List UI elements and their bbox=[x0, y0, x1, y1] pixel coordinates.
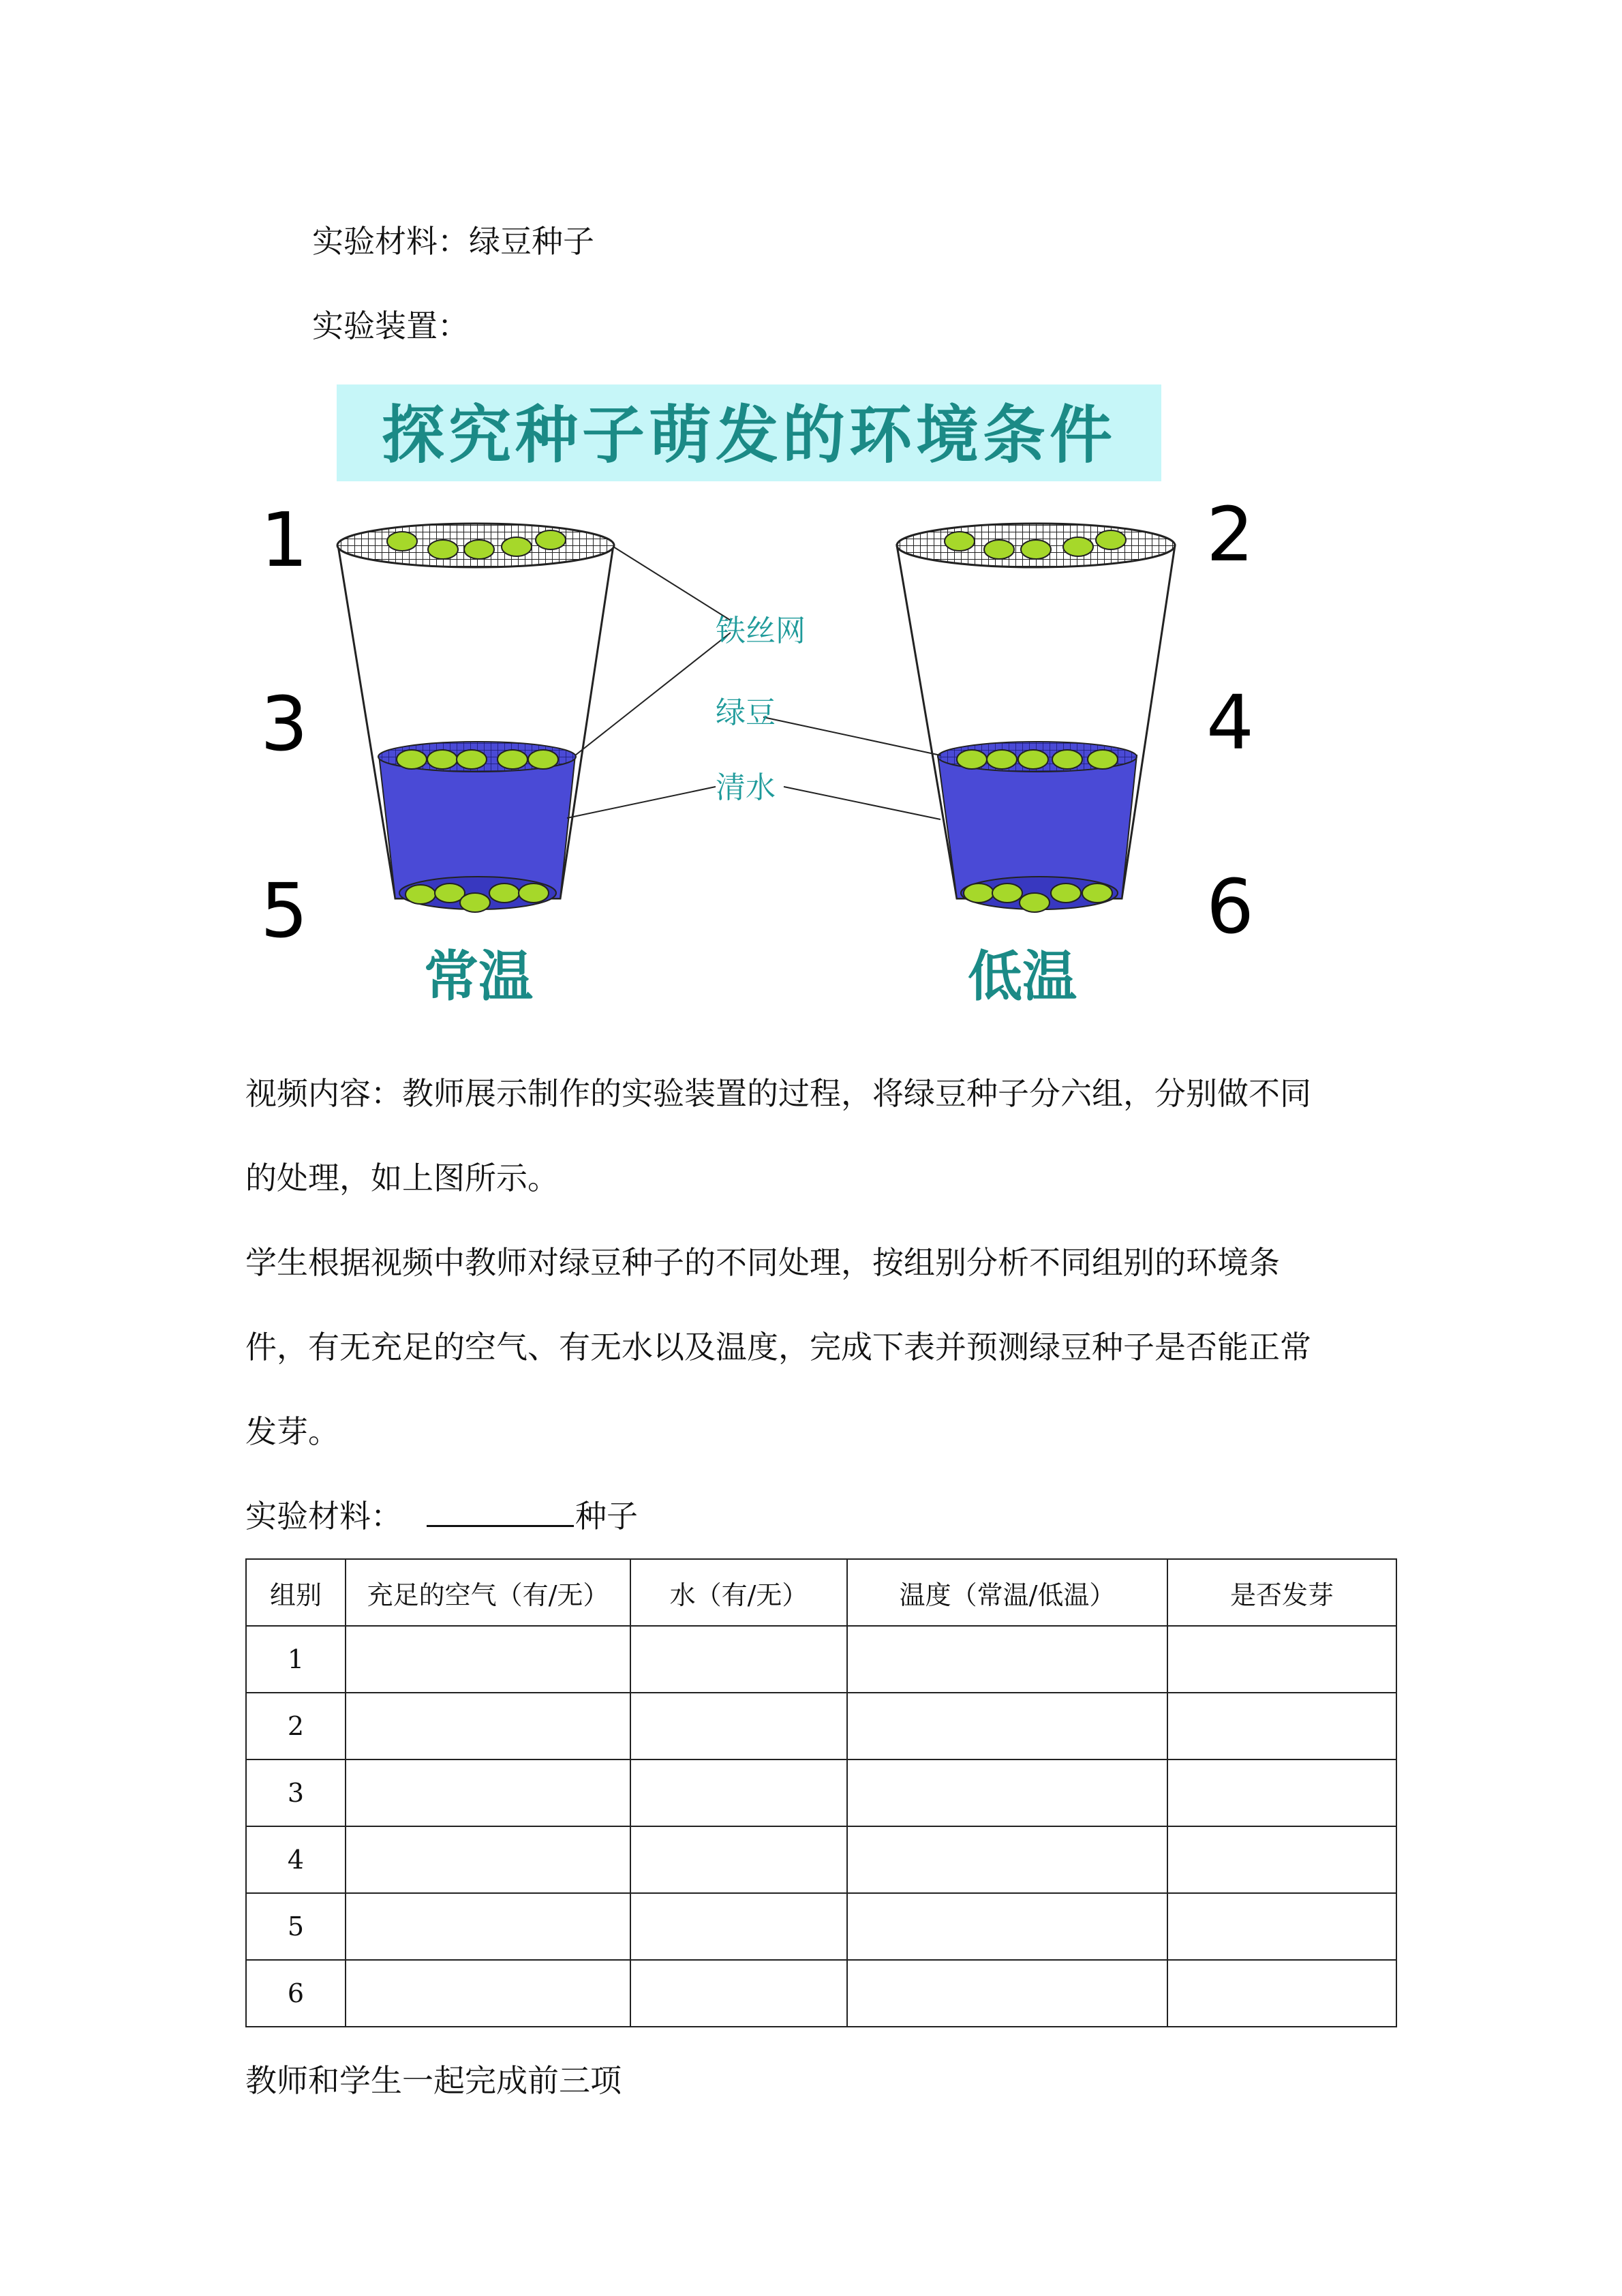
cell-water[interactable] bbox=[630, 1826, 847, 1893]
results-table bbox=[245, 1558, 1397, 2027]
cup-room-temperature bbox=[337, 524, 614, 912]
cup-number-4: 4 bbox=[1206, 679, 1254, 766]
cup-low-temperature bbox=[897, 524, 1175, 912]
row-group-number: 3 bbox=[246, 1759, 346, 1826]
cell-air[interactable] bbox=[346, 1759, 630, 1826]
header-temperature: 温度（常温/低温） bbox=[847, 1559, 1167, 1626]
materials-fill-line bbox=[245, 1492, 638, 1537]
task-line-3: 发芽。 bbox=[245, 1413, 339, 1450]
cell-air[interactable] bbox=[346, 1826, 630, 1893]
header-group: 组别 bbox=[246, 1559, 346, 1626]
table-row bbox=[246, 1960, 1396, 2027]
materials-blank[interactable] bbox=[427, 1498, 574, 1527]
cup-number-2: 2 bbox=[1206, 491, 1254, 578]
row-group-number: 4 bbox=[246, 1826, 346, 1893]
cup-number-1: 1 bbox=[260, 496, 308, 584]
cell-germination[interactable] bbox=[1167, 1826, 1396, 1893]
row-group-number: 5 bbox=[246, 1893, 346, 1960]
cell-germination[interactable] bbox=[1167, 1693, 1396, 1759]
table-row bbox=[246, 1759, 1396, 1826]
task-line-1: 学生根据视频中教师对绿豆种子的不同处理，按组别分析不同组别的环境条 bbox=[245, 1244, 1280, 1281]
apparatus-line: 实验装置： bbox=[312, 307, 469, 344]
cell-air[interactable] bbox=[346, 1693, 630, 1759]
cell-water[interactable] bbox=[630, 1960, 847, 2027]
materials-fill-suffix: 种子 bbox=[575, 1498, 638, 1535]
cell-temperature[interactable] bbox=[847, 1759, 1167, 1826]
task-line-2: 件，有无充足的空气、有无水以及温度，完成下表并预测绿豆种子是否能正常 bbox=[245, 1329, 1311, 1365]
label-water: 清水 bbox=[716, 770, 776, 805]
header-air: 充足的空气（有/无） bbox=[346, 1559, 630, 1626]
cell-air[interactable] bbox=[346, 1626, 630, 1693]
video-line-1: 视频内容：教师展示制作的实验装置的过程，将绿豆种子分六组，分别做不同 bbox=[245, 1075, 1311, 1112]
cell-temperature[interactable] bbox=[847, 1626, 1167, 1693]
footer-note: 教师和学生一起完成前三项 bbox=[245, 2062, 622, 2099]
table-row bbox=[246, 1626, 1396, 1693]
cup-number-6: 6 bbox=[1206, 863, 1254, 950]
label-mesh: 铁丝网 bbox=[716, 614, 806, 648]
cell-temperature[interactable] bbox=[847, 1693, 1167, 1759]
row-group-number: 6 bbox=[246, 1960, 346, 2027]
cell-germination[interactable] bbox=[1167, 1893, 1396, 1960]
cell-temperature[interactable] bbox=[847, 1960, 1167, 2027]
figure-title: 探究种子萌发的环境条件 bbox=[381, 398, 1117, 472]
video-line-2: 的处理，如上图所示。 bbox=[245, 1160, 559, 1196]
header-germination: 是否发芽 bbox=[1167, 1559, 1396, 1626]
cell-water[interactable] bbox=[630, 1893, 847, 1960]
table-row bbox=[246, 1693, 1396, 1759]
table-row bbox=[246, 1893, 1396, 1960]
materials-fill-label: 实验材料： bbox=[245, 1498, 402, 1535]
cell-temperature[interactable] bbox=[847, 1893, 1167, 1960]
cell-water[interactable] bbox=[630, 1693, 847, 1759]
cup-number-5: 5 bbox=[260, 867, 308, 954]
header-water: 水（有/无） bbox=[630, 1559, 847, 1626]
cup-number-3: 3 bbox=[260, 680, 308, 768]
table-row bbox=[246, 1826, 1396, 1893]
cell-temperature[interactable] bbox=[847, 1826, 1167, 1893]
materials-line: 实验材料：绿豆种子 bbox=[312, 223, 594, 260]
experiment-figure bbox=[245, 368, 1295, 1023]
cell-water[interactable] bbox=[630, 1759, 847, 1826]
row-group-number: 1 bbox=[246, 1626, 346, 1693]
cell-air[interactable] bbox=[346, 1893, 630, 1960]
caption-room-temperature: 常温 bbox=[424, 944, 533, 1008]
cell-germination[interactable] bbox=[1167, 1626, 1396, 1693]
cell-germination[interactable] bbox=[1167, 1759, 1396, 1826]
row-group-number: 2 bbox=[246, 1693, 346, 1759]
cell-air[interactable] bbox=[346, 1960, 630, 2027]
label-bean: 绿豆 bbox=[716, 695, 776, 730]
cell-water[interactable] bbox=[630, 1626, 847, 1693]
table-header-row bbox=[246, 1559, 1396, 1626]
caption-low-temperature: 低温 bbox=[968, 944, 1077, 1008]
cell-germination[interactable] bbox=[1167, 1960, 1396, 2027]
